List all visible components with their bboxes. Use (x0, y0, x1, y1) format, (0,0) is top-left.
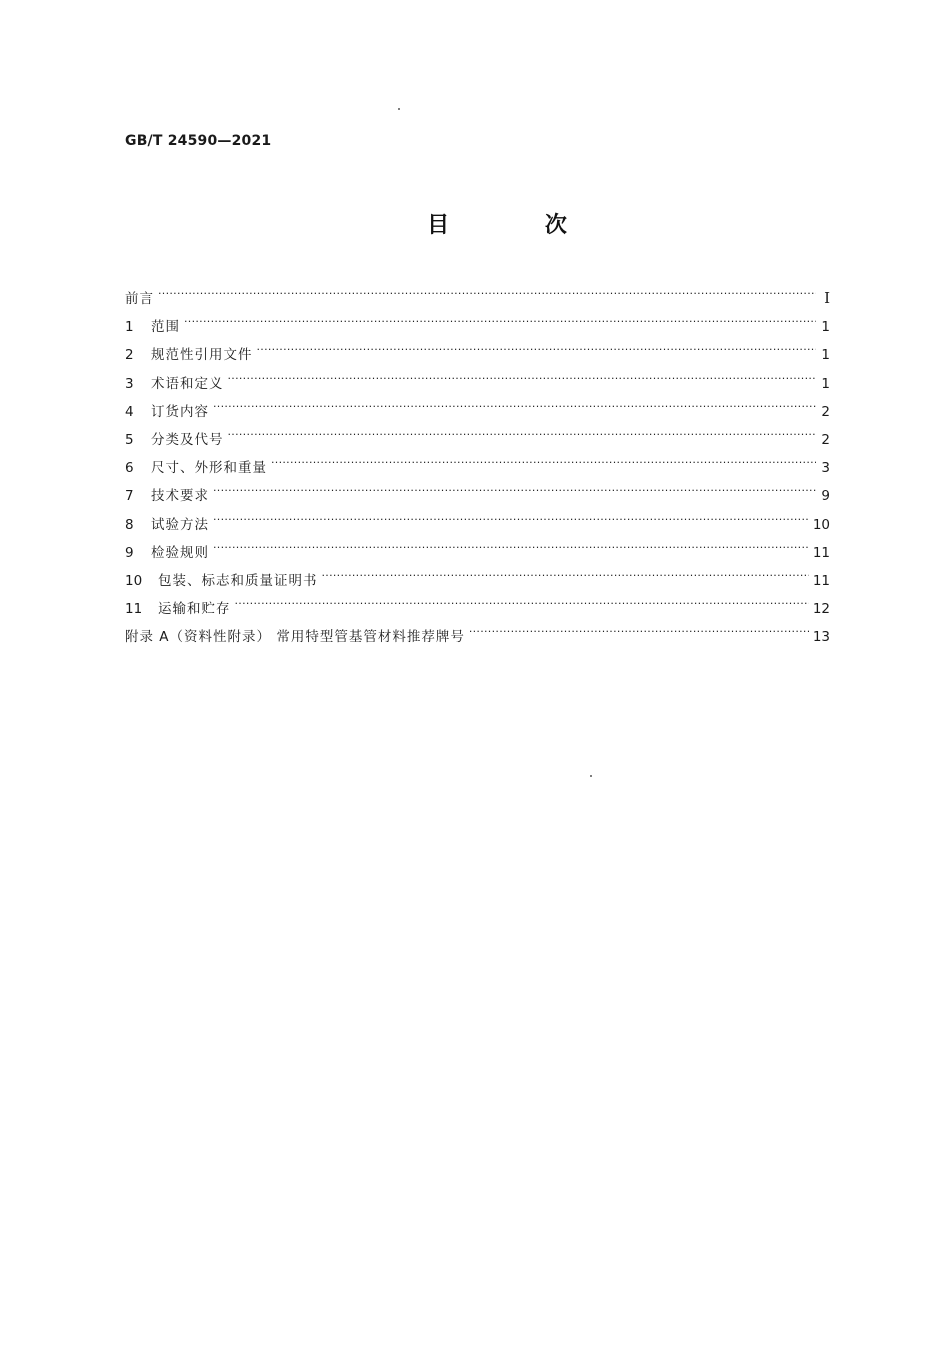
toc-entry-number: 1 (125, 319, 134, 336)
toc-entry-page-number: 12 (812, 601, 830, 618)
toc-leader-dots (228, 374, 817, 388)
standard-code: GB/T 24590—2021 (125, 133, 272, 149)
toc-entry-page-number: 3 (821, 460, 830, 477)
toc-entry-label: 分类及代号 (151, 431, 224, 448)
toc-entry-label: 运输和贮存 (158, 601, 231, 618)
toc-entry[interactable] (125, 625, 830, 653)
toc-entry[interactable] (125, 428, 830, 456)
toc-entry[interactable] (125, 456, 830, 484)
toc-entry-page-number: 11 (812, 572, 830, 589)
toc-entry-page-number: 13 (812, 629, 830, 646)
toc-leader-dots (228, 430, 817, 444)
toc-entry-page-number: 1 (821, 319, 830, 336)
toc-entry[interactable] (125, 484, 830, 512)
toc-entry[interactable] (125, 343, 830, 371)
scan-speck (398, 108, 400, 110)
toc-leader-dots (213, 515, 809, 529)
toc-entry[interactable] (125, 541, 830, 569)
toc-entry-page-number: I (824, 289, 830, 307)
toc-entry-label: 术语和定义 (151, 375, 224, 392)
toc-entry-page-number: 2 (821, 431, 830, 448)
toc-leader-dots (257, 345, 817, 359)
toc-leader-dots (184, 317, 816, 331)
toc-entry-label: 范围 (151, 319, 180, 336)
toc-leader-dots (213, 402, 816, 416)
toc-entry-label: 包装、标志和质量证明书 (158, 572, 318, 589)
toc-entry[interactable] (125, 372, 830, 400)
toc-leader-dots (469, 627, 809, 641)
toc-entry-label: 技术要求 (151, 488, 209, 505)
toc-leader-dots (271, 458, 816, 472)
toc-entry-number: 9 (125, 544, 134, 561)
toc-entry-number: 8 (125, 516, 134, 533)
toc-entry-page-number: 2 (821, 403, 830, 420)
toc-entry-page-number: 11 (812, 544, 830, 561)
toc-entry-label: 前言 (125, 291, 154, 307)
toc-entry-page-number: 9 (821, 488, 830, 505)
toc-entry-number: 4 (125, 403, 134, 420)
toc-leader-dots (213, 486, 816, 500)
toc-entry[interactable] (125, 400, 830, 428)
toc-entry-number: 10 (125, 572, 143, 589)
toc-entry-label: 规范性引用文件 (151, 347, 253, 364)
toc-entry-label: 尺寸、外形和重量 (151, 460, 267, 477)
toc-entry-page-number: 1 (821, 375, 830, 392)
toc-entry[interactable] (125, 315, 830, 343)
toc-entry-label: 订货内容 (151, 403, 209, 420)
toc-entry-number: 6 (125, 460, 134, 477)
toc-entry-label: 检验规则 (151, 544, 209, 561)
table-of-contents (125, 287, 830, 653)
toc-entry-label: 试验方法 (151, 516, 209, 533)
toc-entry-number: 11 (125, 601, 143, 618)
toc-entry[interactable] (125, 569, 830, 597)
toc-leader-dots (322, 571, 809, 585)
toc-entry-number: 3 (125, 375, 134, 392)
scan-speck (590, 775, 592, 777)
toc-entry-page-number: 10 (812, 516, 830, 533)
toc-entry-number: 7 (125, 488, 134, 505)
toc-leader-dots (235, 599, 809, 613)
toc-leader-dots (158, 289, 816, 303)
toc-entry-number: 2 (125, 347, 134, 364)
toc-entry[interactable] (125, 597, 830, 625)
toc-entry-page-number: 1 (821, 347, 830, 364)
toc-entry-number: 5 (125, 431, 134, 448)
toc-entry[interactable] (125, 513, 830, 541)
toc-entry[interactable] (125, 287, 830, 315)
page-title: 目 次 (427, 213, 611, 238)
toc-entry-label: 附录 A（资料性附录） 常用特型管基管材料推荐牌号 (125, 629, 465, 646)
toc-leader-dots (213, 543, 809, 557)
